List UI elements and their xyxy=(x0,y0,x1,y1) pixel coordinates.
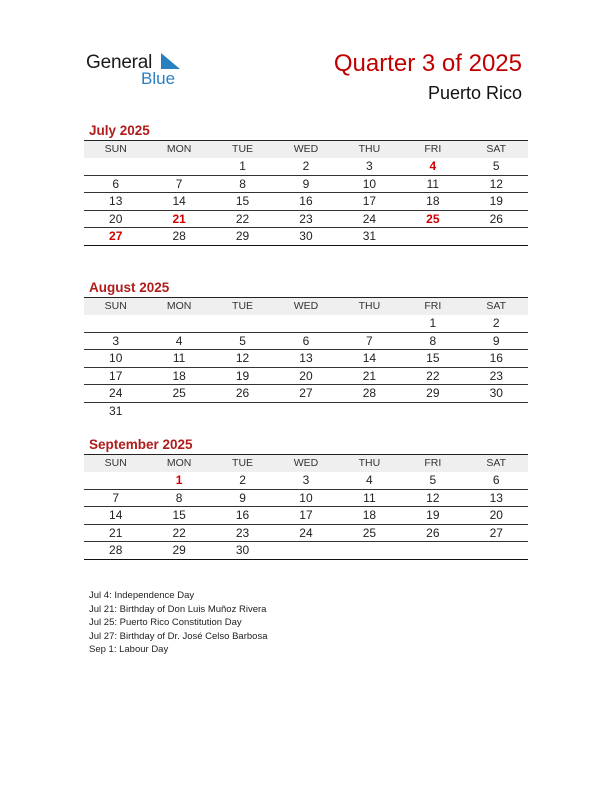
day-cell xyxy=(338,315,401,332)
day-cell: 22 xyxy=(235,211,250,226)
week-row xyxy=(84,525,528,543)
day-cell: 17 xyxy=(362,194,377,208)
holiday-note: Jul 21: Birthday of Don Luis Muñoz Rivera xyxy=(89,603,267,615)
holiday-note: Jul 25: Puerto Rico Constitution Day xyxy=(89,617,242,628)
day-cell: 27 xyxy=(109,229,123,243)
weekday-label: FRI xyxy=(424,143,442,155)
weekday-header-row xyxy=(84,297,528,315)
day-cell xyxy=(338,542,401,559)
day-cell: 18 xyxy=(362,508,377,522)
weekday-label: WED xyxy=(293,143,319,155)
weekday-label: WED xyxy=(293,457,319,469)
weekday-label: TUE xyxy=(232,457,254,469)
day-cell: 24 xyxy=(362,211,377,226)
week-row xyxy=(84,490,528,508)
weekday-label: FRI xyxy=(424,457,442,469)
day-cell: 16 xyxy=(299,194,313,208)
day-cell xyxy=(147,315,210,332)
day-cell xyxy=(274,542,337,559)
week-row xyxy=(84,472,528,490)
day-cell: 10 xyxy=(109,351,123,365)
day-cell: 3 xyxy=(112,333,120,348)
day-cell: 21 xyxy=(109,525,123,540)
day-cell: 3 xyxy=(366,159,373,173)
week-row xyxy=(84,385,528,403)
day-cell: 9 xyxy=(492,333,500,348)
day-cell: 28 xyxy=(362,386,377,400)
week-row xyxy=(84,228,528,246)
day-cell: 22 xyxy=(426,368,440,383)
weekday-label: WED xyxy=(293,300,319,312)
day-cell: 30 xyxy=(489,386,503,400)
week-row xyxy=(84,333,528,351)
day-cell: 15 xyxy=(172,508,186,522)
weekday-label: TUE xyxy=(232,143,254,155)
day-cell: 23 xyxy=(299,211,313,226)
day-cell: 17 xyxy=(109,368,123,383)
day-cell: 14 xyxy=(172,194,186,208)
weekday-label: FRI xyxy=(424,300,442,312)
day-cell: 8 xyxy=(429,333,437,348)
day-cell: 8 xyxy=(239,176,246,191)
day-cell xyxy=(401,403,464,421)
day-cell: 1 xyxy=(175,473,183,487)
month-title: August 2025 xyxy=(89,280,170,295)
month-title: September 2025 xyxy=(89,437,193,452)
day-cell: 11 xyxy=(363,490,376,505)
day-cell xyxy=(147,158,210,175)
day-cell: 5 xyxy=(239,333,246,348)
holiday-note: Jul 4: Independence Day xyxy=(89,590,195,601)
month-august xyxy=(84,279,528,420)
day-cell: 5 xyxy=(492,159,500,173)
weekday-label: MON xyxy=(166,143,192,155)
weekday-label: SUN xyxy=(104,143,127,155)
weekday-label: MON xyxy=(166,457,192,469)
day-cell: 4 xyxy=(366,473,373,487)
weekday-label: SAT xyxy=(486,300,507,312)
day-cell xyxy=(84,472,147,489)
weekday-label: THU xyxy=(358,143,381,155)
day-cell: 10 xyxy=(362,176,377,191)
day-cell: 1 xyxy=(429,316,437,330)
day-cell xyxy=(84,158,147,175)
day-cell: 27 xyxy=(299,386,313,400)
day-cell: 2 xyxy=(239,473,246,487)
day-cell: 8 xyxy=(175,490,183,505)
day-cell: 21 xyxy=(362,368,377,383)
day-cell: 18 xyxy=(426,194,440,208)
day-cell: 25 xyxy=(362,525,377,540)
day-cell: 19 xyxy=(235,368,250,383)
day-cell: 14 xyxy=(109,508,123,522)
day-cell: 29 xyxy=(172,543,186,557)
day-cell: 30 xyxy=(235,543,250,557)
day-cell xyxy=(465,403,528,421)
day-cell xyxy=(211,403,274,421)
day-cell: 14 xyxy=(362,351,377,365)
day-cell: 5 xyxy=(429,473,437,487)
day-cell: 9 xyxy=(302,176,310,191)
day-cell: 27 xyxy=(489,525,503,540)
day-cell: 12 xyxy=(426,490,440,505)
day-cell: 16 xyxy=(235,508,250,522)
day-cell: 22 xyxy=(172,525,186,540)
day-cell: 6 xyxy=(302,333,310,348)
day-cell: 13 xyxy=(109,194,123,208)
day-cell: 29 xyxy=(426,386,440,400)
day-cell: 12 xyxy=(489,176,503,191)
day-cell: 20 xyxy=(489,508,503,522)
day-cell: 18 xyxy=(172,368,186,383)
day-cell xyxy=(211,315,274,332)
week-row xyxy=(84,350,528,368)
day-cell: 28 xyxy=(172,229,186,243)
day-cell: 26 xyxy=(235,386,250,400)
holiday-notes xyxy=(89,589,267,657)
day-cell: 20 xyxy=(299,368,313,383)
weekday-label: THU xyxy=(358,300,381,312)
holiday-note: Jul 27: Birthday of Dr. José Celso Barbosa xyxy=(89,630,268,642)
day-cell: 4 xyxy=(175,333,183,348)
day-cell: 6 xyxy=(112,176,120,191)
day-cell xyxy=(465,228,528,245)
logo-text-blue: Blue xyxy=(141,69,176,88)
day-cell: 23 xyxy=(235,525,250,540)
day-cell xyxy=(338,403,401,421)
week-row xyxy=(84,403,528,421)
day-cell: 7 xyxy=(175,176,183,191)
day-cell: 6 xyxy=(492,473,500,487)
day-cell: 11 xyxy=(426,176,440,191)
week-row xyxy=(84,158,528,176)
logo xyxy=(86,50,186,90)
page-title: Quarter 3 of 2025 xyxy=(333,50,522,77)
day-cell: 31 xyxy=(362,229,377,243)
day-cell: 1 xyxy=(239,159,246,173)
day-cell: 15 xyxy=(235,194,250,208)
day-cell: 17 xyxy=(299,508,313,522)
day-cell: 16 xyxy=(489,351,503,365)
day-cell: 29 xyxy=(235,229,250,243)
day-cell: 2 xyxy=(302,159,310,173)
day-cell: 23 xyxy=(489,368,503,383)
day-cell: 3 xyxy=(302,473,310,487)
day-cell: 24 xyxy=(299,525,313,540)
day-cell: 20 xyxy=(109,211,123,226)
day-cell: 12 xyxy=(235,351,250,365)
holiday-note: Sep 1: Labour Day xyxy=(89,644,169,655)
weekday-header-row xyxy=(84,454,528,472)
day-cell: 9 xyxy=(239,490,246,505)
logo-flag-icon xyxy=(161,53,181,69)
weekday-label: SAT xyxy=(486,143,507,155)
day-cell: 7 xyxy=(366,333,373,348)
day-cell: 26 xyxy=(426,525,440,540)
month-title: July 2025 xyxy=(89,123,150,138)
country-name: Puerto Rico xyxy=(427,83,522,103)
weekday-header-row xyxy=(84,140,528,158)
day-cell: 13 xyxy=(299,351,313,365)
day-cell xyxy=(274,403,337,421)
month-july xyxy=(84,122,528,246)
day-cell: 15 xyxy=(426,351,440,365)
day-cell: 31 xyxy=(109,403,123,418)
day-cell: 30 xyxy=(299,229,313,243)
day-cell: 11 xyxy=(172,351,186,365)
day-cell: 4 xyxy=(429,159,437,173)
logo-text-general: General xyxy=(86,52,153,73)
day-cell: 10 xyxy=(299,490,313,505)
day-cell: 19 xyxy=(489,194,503,208)
day-cell: 7 xyxy=(112,490,120,505)
day-cell: 25 xyxy=(172,386,186,400)
day-cell: 28 xyxy=(109,543,123,557)
day-cell: 13 xyxy=(489,490,503,505)
week-row xyxy=(84,315,528,333)
week-row xyxy=(84,211,528,229)
weekday-label: SUN xyxy=(104,457,127,469)
day-cell xyxy=(401,228,464,245)
day-cell: 2 xyxy=(492,316,500,330)
week-row xyxy=(84,368,528,386)
week-row xyxy=(84,507,528,525)
day-cell xyxy=(84,315,147,332)
day-cell: 25 xyxy=(426,211,440,226)
day-cell xyxy=(465,542,528,559)
weekday-label: SAT xyxy=(486,457,507,469)
month-september xyxy=(84,436,528,560)
day-cell xyxy=(274,315,337,332)
day-cell: 19 xyxy=(426,508,440,522)
weekday-label: TUE xyxy=(232,300,254,312)
day-cell xyxy=(401,542,464,559)
week-row xyxy=(84,542,528,560)
day-cell: 21 xyxy=(172,211,186,226)
week-row xyxy=(84,176,528,194)
day-cell: 26 xyxy=(489,211,503,226)
day-cell: 24 xyxy=(109,386,123,400)
weekday-label: MON xyxy=(166,300,192,312)
weekday-label: SUN xyxy=(104,300,127,312)
day-cell xyxy=(147,403,210,421)
week-row xyxy=(84,193,528,211)
weekday-label: THU xyxy=(358,457,381,469)
